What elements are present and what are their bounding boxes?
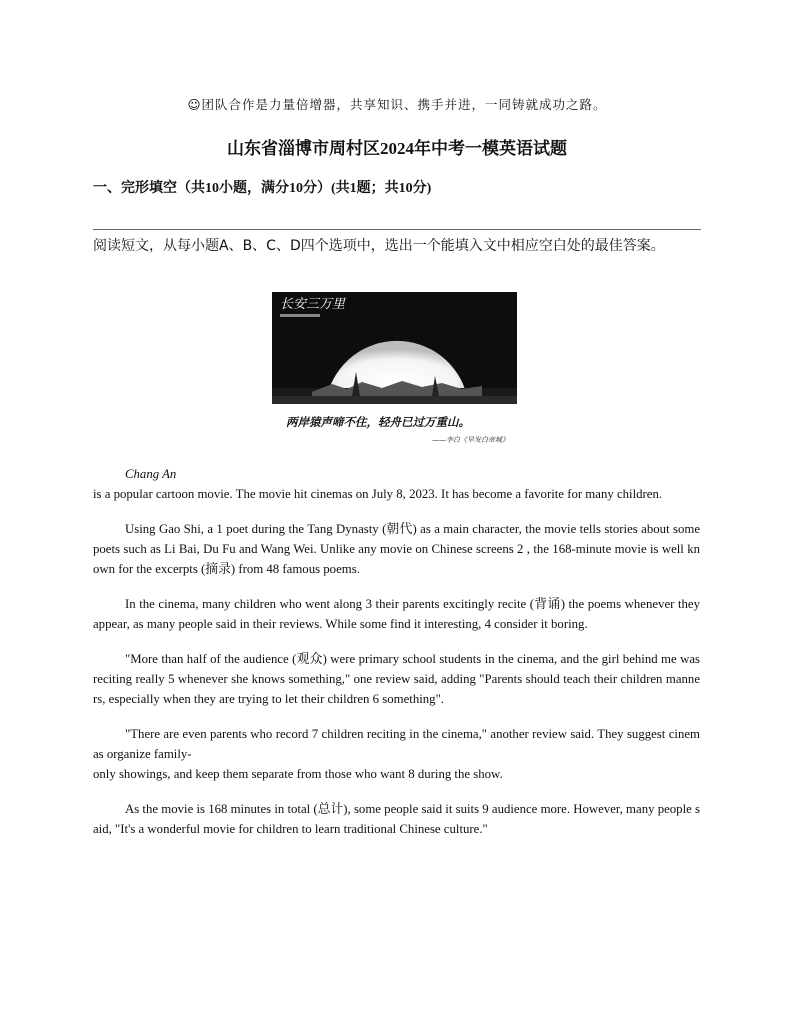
instruction-text: 阅读短文，从每小题A、B、C、D四个选项中，选出一个能填入文中相应空白处的最佳答案。 xyxy=(93,238,665,254)
section-heading: 一、完形填空（共10小题，满分10分）(共1题；共10分) xyxy=(93,181,432,196)
passage-title: Chang An xyxy=(125,467,177,481)
passage-paragraph-5b: only showings, and keep them separate from those who want 8 during the show. xyxy=(93,767,503,781)
page-title: 山东省淄博市周村区2024年中考一模英语试题 xyxy=(227,139,567,158)
passage-paragraph-1: is a popular cartoon movie. The movie hit cinemas on July 8, 2023. It has become a favorite for many children. xyxy=(93,487,663,501)
divider xyxy=(93,229,701,230)
poster-caption: 两岸猿声啼不住，轻舟已过万重山。 xyxy=(286,415,470,429)
poster-logo: 长安三万里 xyxy=(280,297,346,312)
passage-paragraph-2: Using Gao Shi, a 1 poet during the Tang Dynasty (朝代) as a main character, the movie tells stories about some poets such as Li Bai, Du Fu and Wang Wei. Unlike any movie on Chinese screens 2 , the 168-minute movie is well known for the excerpts (摘录) from 48 famous poems. xyxy=(93,522,700,576)
header-motto: ☺团队合作是力量倍增器，共享知识、携手并进，一同铸就成功之路。 xyxy=(187,97,607,112)
passage-paragraph-5a: "There are even parents who record 7 children reciting in the cinema," another review said. They suggest cinemas organize family- xyxy=(93,727,700,761)
movie-poster-image xyxy=(272,292,520,452)
poster-signature: ——李白《早发白帝城》 xyxy=(432,436,509,444)
passage-paragraph-4: "More than half of the audience (观众) were primary school students in the cinema, and the girl behind me was reciting really 5 whenever she knows something," one review said, adding "Parents should teach their children manners, especially when they are trying to let their children 6 something". xyxy=(93,652,700,706)
passage-paragraph-6: As the movie is 168 minutes in total (总计), some people said it suits 9 audience more. However, many people said, "It's a wonderful movie for children to learn traditional Chinese culture." xyxy=(93,802,700,836)
passage-paragraph-3: In the cinema, many children who went along 3 their parents excitingly recite (背诵) the poems whenever they appear, as many people said in their reviews. While some find it interesting, 4 consider it boring. xyxy=(93,597,700,631)
passage xyxy=(93,464,700,839)
